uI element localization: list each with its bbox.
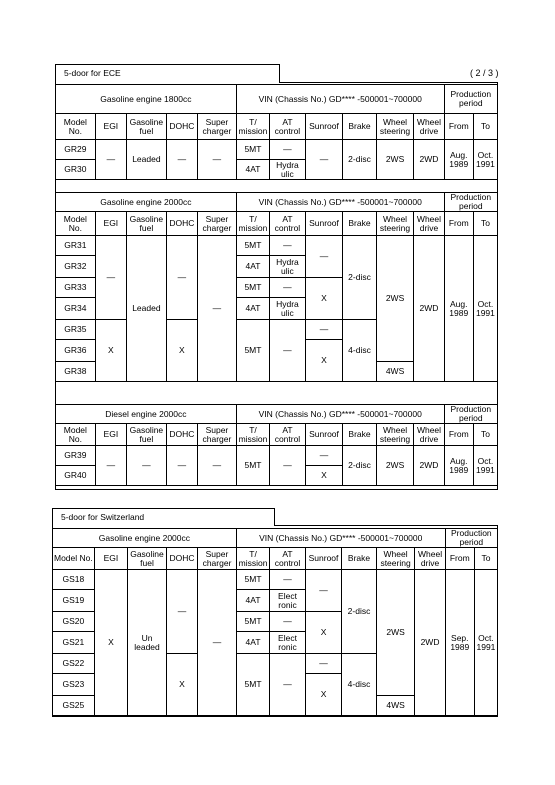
col-super: Super charger	[198, 212, 237, 236]
steer-cell: 4WS	[376, 362, 414, 382]
model-cell: GS22	[53, 654, 95, 674]
trans-cell: 5MT	[236, 278, 269, 298]
col-super: Super charger	[198, 114, 237, 140]
col-fuel: Gasoline fuel	[127, 424, 167, 446]
sunroof-cell: —	[305, 236, 343, 278]
drive-cell: 2WD	[414, 446, 444, 486]
ece-gasoline-1800-table	[55, 84, 498, 180]
at-cell: Elect ronic	[270, 590, 306, 612]
fuel-cell: Leaded	[127, 236, 167, 382]
from-cell: Aug. 1989	[444, 446, 473, 486]
sunroof-cell: —	[305, 654, 342, 674]
col-from: From	[444, 212, 473, 236]
col-to: To	[473, 212, 497, 236]
model-cell: GR35	[56, 320, 96, 340]
col-model: Model No.	[53, 548, 95, 570]
col-to: To	[473, 424, 497, 446]
egi-cell: —	[95, 140, 126, 180]
super-cell: —	[198, 140, 237, 180]
from-cell: Aug. 1989	[444, 236, 473, 382]
col-sunroof: Sunroof	[305, 114, 343, 140]
col-brake: Brake	[343, 424, 376, 446]
at-cell: —	[270, 570, 306, 590]
sunroof-cell: —	[305, 570, 342, 612]
at-cell: —	[270, 446, 306, 486]
trans-cell: 4AT	[236, 256, 269, 278]
col-trans: T/ mission	[236, 548, 269, 570]
sunroof-cell: —	[305, 320, 343, 340]
engine-title: Gasoline engine 2000cc	[56, 193, 237, 212]
col-brake: Brake	[343, 114, 376, 140]
to-cell: Oct. 1991	[473, 140, 497, 180]
col-from: From	[444, 424, 473, 446]
col-dohc: DOHC	[166, 114, 197, 140]
model-cell: GS18	[53, 570, 95, 590]
sunroof-cell: X	[305, 674, 342, 716]
col-model: Model No.	[56, 114, 96, 140]
trans-cell: 4AT	[236, 160, 269, 180]
production-period-header: Production period	[445, 529, 497, 548]
super-cell: —	[198, 446, 237, 486]
col-sunroof: Sunroof	[305, 424, 343, 446]
model-cell: GR32	[56, 256, 96, 278]
from-cell: Sep. 1989	[445, 570, 474, 716]
egi-cell: —	[95, 236, 126, 320]
page-number: ( 2 / 3 )	[470, 68, 499, 78]
to-cell: Oct. 1991	[473, 236, 497, 382]
col-super: Super charger	[198, 424, 237, 446]
dohc-cell: X	[166, 320, 197, 382]
col-drive: Wheel drive	[414, 212, 444, 236]
trans-cell: 5MT	[236, 140, 269, 160]
egi-cell: X	[94, 570, 127, 716]
brake-cell: 2-disc	[343, 236, 376, 320]
swiss-section-title	[52, 508, 275, 526]
ece-section-title	[55, 64, 280, 83]
at-cell: —	[270, 612, 306, 632]
sunroof-cell: X	[305, 340, 343, 382]
trans-cell: 5MT	[236, 654, 269, 716]
vin-range: VIN (Chassis No.) GD**** -500001~700000	[236, 529, 445, 548]
from-cell: Aug. 1989	[444, 140, 473, 180]
trans-cell: 5MT	[236, 446, 269, 486]
model-cell: GR40	[56, 466, 96, 486]
col-drive: Wheel drive	[414, 114, 444, 140]
col-model: Model No.	[56, 212, 96, 236]
production-period-header: Production period	[444, 193, 497, 212]
dohc-cell: —	[166, 140, 197, 180]
col-trans: T/ mission	[236, 424, 269, 446]
col-fuel: Gasoline fuel	[127, 114, 167, 140]
sunroof-cell: X	[305, 612, 342, 654]
at-cell: Hydra ulic	[270, 160, 306, 180]
vin-range: VIN (Chassis No.) GD**** -500001~700000	[236, 193, 444, 212]
model-cell: GR31	[56, 236, 96, 256]
col-trans: T/ mission	[236, 114, 269, 140]
trans-cell: 5MT	[236, 320, 269, 382]
at-cell: Hydra ulic	[270, 298, 306, 320]
col-trans: T/ mission	[236, 212, 269, 236]
steer-cell: 2WS	[376, 570, 415, 696]
super-cell: —	[198, 570, 237, 716]
engine-title: Gasoline engine 1800cc	[56, 85, 237, 114]
model-cell: GR39	[56, 446, 96, 466]
steer-cell: 2WS	[376, 140, 414, 180]
steer-cell: 2WS	[376, 446, 414, 486]
col-at: AT control	[270, 114, 306, 140]
at-cell: Hydra ulic	[270, 256, 306, 278]
engine-title: Gasoline engine 2000cc	[53, 529, 237, 548]
trans-cell: 4AT	[236, 590, 269, 612]
vin-range: VIN (Chassis No.) GD**** -500001~700000	[236, 405, 444, 424]
ece-diesel-2000-table	[55, 404, 498, 486]
col-model: Model No.	[56, 424, 96, 446]
drive-cell: 2WD	[414, 236, 444, 382]
production-period-header: Production period	[444, 85, 497, 114]
sunroof-cell: —	[305, 446, 343, 466]
trans-cell: 5MT	[236, 236, 269, 256]
fuel-cell: —	[127, 446, 167, 486]
col-egi: EGI	[95, 424, 126, 446]
steer-cell: 2WS	[376, 236, 414, 362]
dohc-cell: X	[166, 654, 197, 716]
trans-cell: 4AT	[236, 298, 269, 320]
col-steer: Wheel steering	[376, 424, 414, 446]
model-cell: GS20	[53, 612, 95, 632]
to-cell: Oct. 1991	[474, 570, 497, 716]
swiss-gasoline-2000-table	[52, 528, 498, 716]
at-cell: —	[270, 236, 306, 256]
brake-cell: 2-disc	[343, 140, 376, 180]
col-egi: EGI	[95, 114, 126, 140]
model-cell: GR36	[56, 340, 96, 362]
col-steer: Wheel steering	[376, 114, 414, 140]
brake-cell: 2-disc	[342, 570, 376, 654]
fuel-cell: Leaded	[127, 140, 167, 180]
col-to: To	[474, 548, 497, 570]
model-cell: GR38	[56, 362, 96, 382]
col-egi: EGI	[94, 548, 127, 570]
col-dohc: DOHC	[166, 212, 197, 236]
col-sunroof: Sunroof	[305, 548, 342, 570]
at-cell: —	[270, 654, 306, 716]
col-brake: Brake	[342, 548, 376, 570]
super-cell: —	[198, 236, 237, 382]
col-egi: EGI	[95, 212, 126, 236]
model-cell: GS23	[53, 674, 95, 696]
trans-cell: 5MT	[236, 570, 269, 590]
col-steer: Wheel steering	[376, 548, 415, 570]
col-from: From	[444, 114, 473, 140]
col-drive: Wheel drive	[414, 424, 444, 446]
egi-cell: X	[95, 320, 126, 382]
brake-cell: 2-disc	[343, 446, 376, 486]
col-from: From	[445, 548, 474, 570]
at-cell: —	[270, 140, 306, 160]
drive-cell: 2WD	[414, 140, 444, 180]
egi-cell: —	[95, 446, 126, 486]
col-sunroof: Sunroof	[305, 212, 343, 236]
model-cell: GR33	[56, 278, 96, 298]
sunroof-cell: X	[305, 278, 343, 320]
model-cell: GS21	[53, 632, 95, 654]
ece-title-text: 5-door for ECE	[64, 68, 121, 78]
production-period-header: Production period	[444, 405, 497, 424]
col-at: AT control	[270, 424, 306, 446]
trans-cell: 4AT	[236, 632, 269, 654]
model-cell: GR29	[56, 140, 96, 160]
steer-cell: 4WS	[376, 696, 415, 716]
col-dohc: DOHC	[166, 548, 197, 570]
col-dohc: DOHC	[166, 424, 197, 446]
at-cell: —	[270, 278, 306, 298]
sunroof-cell: —	[305, 140, 343, 180]
model-cell: GS19	[53, 590, 95, 612]
col-fuel: Gasoline fuel	[128, 548, 167, 570]
ece-gasoline-2000-table	[55, 192, 498, 382]
col-steer: Wheel steering	[376, 212, 414, 236]
model-cell: GS25	[53, 696, 95, 716]
fuel-cell: Un leaded	[128, 570, 167, 716]
trans-cell: 5MT	[236, 612, 269, 632]
col-brake: Brake	[343, 212, 376, 236]
sunroof-cell: X	[305, 466, 343, 486]
model-cell: GR34	[56, 298, 96, 320]
to-cell: Oct. 1991	[473, 446, 497, 486]
dohc-cell: —	[166, 570, 197, 654]
col-super: Super charger	[198, 548, 237, 570]
at-cell: —	[270, 320, 306, 382]
vin-range: VIN (Chassis No.) GD**** -500001~700000	[236, 85, 444, 114]
drive-cell: 2WD	[415, 570, 445, 716]
model-cell: GR30	[56, 160, 96, 180]
col-drive: Wheel drive	[415, 548, 445, 570]
col-to: To	[473, 114, 497, 140]
brake-cell: 4-disc	[343, 320, 376, 382]
col-at: AT control	[270, 548, 306, 570]
engine-title: Diesel engine 2000cc	[56, 405, 237, 424]
dohc-cell: —	[166, 236, 197, 320]
col-at: AT control	[270, 212, 306, 236]
col-fuel: Gasoline fuel	[127, 212, 167, 236]
swiss-title-text: 5-door for Switzerland	[61, 512, 145, 522]
dohc-cell: —	[166, 446, 197, 486]
brake-cell: 4-disc	[342, 654, 376, 716]
at-cell: Elect ronic	[270, 632, 306, 654]
